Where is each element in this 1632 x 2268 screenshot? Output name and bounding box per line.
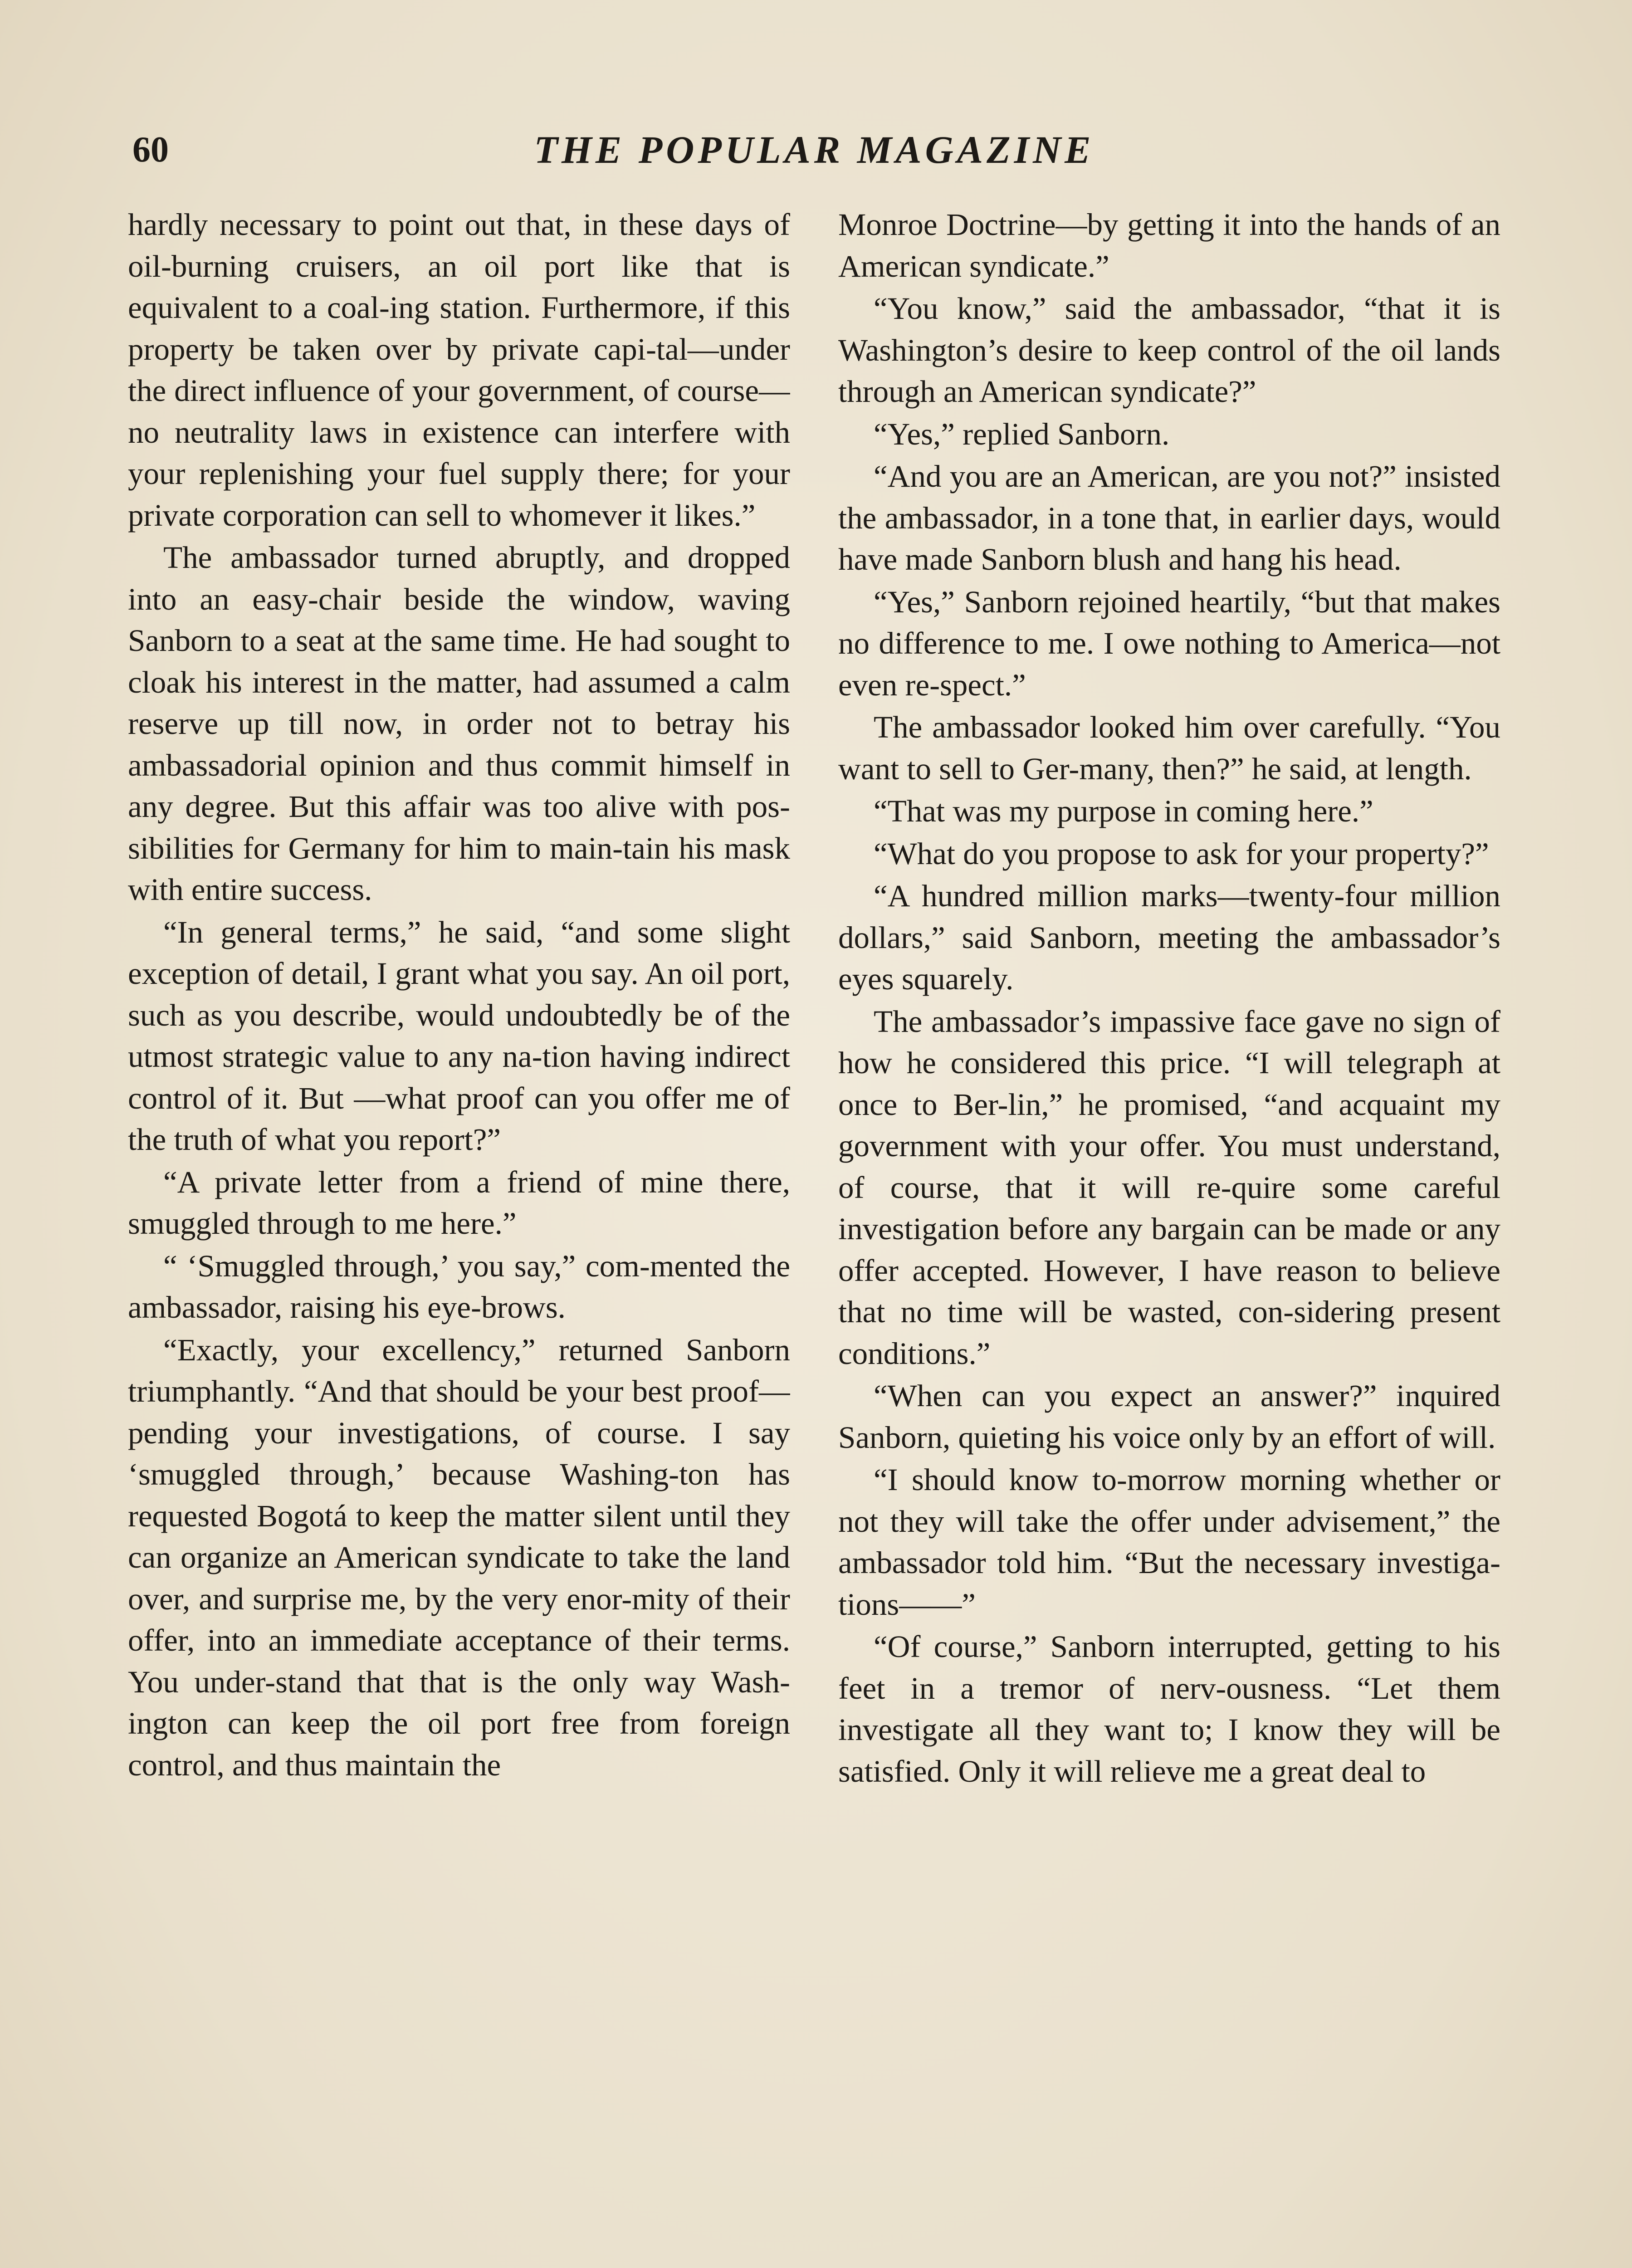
paragraph: “I should know to-morrow morning whether or not they will take the offer under advisement,” the ambassador told him. “But the necessary investiga-tions——” — [838, 1462, 1500, 1622]
paragraph: The ambassador looked him over carefully. “You want to sell to Ger-many, then?” he said, at length. — [838, 710, 1500, 786]
paragraph: “ ‘Smuggled through,’ you say,” com-mented the ambassador, raising his eye-brows. — [128, 1248, 790, 1325]
magazine-title: THE POPULAR MAGAZINE — [534, 128, 1095, 171]
paragraph: “A private letter from a friend of mine there, smuggled through to me here.” — [128, 1164, 790, 1241]
paragraph: “And you are an American, are you not?” insisted the ambassador, in a tone that, in earlier days, would have made Sanborn blush and hang his head. — [838, 459, 1500, 577]
paragraph: “A hundred million marks—twenty-four million dollars,” said Sanborn, meeting the ambassador’s eyes squarely. — [838, 879, 1500, 996]
left-column — [128, 204, 790, 2268]
paragraph: Monroe Doctrine—by getting it into the hands of an American syndicate.” — [838, 207, 1500, 284]
paragraph: “Yes,” Sanborn rejoined heartily, “but that makes no difference to me. I owe nothing to America—not even re-spect.” — [838, 584, 1500, 702]
paragraph: The ambassador turned abruptly, and dropped into an easy-chair beside the window, waving Sanborn to a seat at the same time. He had sought to cloak his interest in the matter, had assumed a calm reserve up till now, in order not to betray his ambassadorial opinion and thus commit himself in any degree. But this affair was too alive with pos-sibilities for Germany for him to main-tain his mask with entire success. — [128, 540, 790, 907]
paragraph: “Yes,” replied Sanborn. — [874, 416, 1170, 451]
paragraph: “Of course,” Sanborn interrupted, getting to his feet in a tremor of nerv-ousness. “Let them investigate all they want to; I know they will be satisfied. Only it will relieve me a great deal to — [838, 1629, 1500, 1789]
page-header — [127, 122, 1501, 177]
paragraph: “You know,” said the ambassador, “that it is Washington’s desire to keep control of the oil lands through an American syndicate?” — [838, 291, 1500, 409]
paragraph: The ambassador’s impassive face gave no sign of how he considered this price. “I will telegraph at once to Ber-lin,” he promised, “and acquaint my government with your offer. You must understand, of course, that it will re-quire some careful investigation before any bargain can be made or any offer accepted. However, I have reason to believe that no time will be wasted, con-sidering present conditions.” — [838, 1004, 1500, 1371]
paragraph: “Exactly, your excellency,” returned Sanborn triumphantly. “And that should be your best proof—pending your investigations, of course. I say ‘smuggled through,’ because Washing-ton has requested Bogotá to keep the matter silent until they can organize an American syndicate to take the land over, and surprise me, by the very enor-mity of their offer, into an immediate acceptance of their terms. You under-stand that that is the only way Wash-ington can keep the oil port free from foreign control, and thus maintain the — [128, 1332, 790, 1782]
paragraph: “That was my purpose in coming here.” — [874, 794, 1373, 828]
paragraph: “What do you propose to ask for your property?” — [874, 836, 1489, 871]
paragraph: hardly necessary to point out that, in these days of oil-burning cruisers, an oil port like that is equivalent to a coal-ing station. Furthermore, if this property be taken over by private capi-tal—under the direct influence of your government, of course—no neutrality laws in existence can interfere with your replenishing your fuel supply there; for your private corporation can sell to whomever it likes.” — [128, 207, 790, 533]
paragraph: “In general terms,” he said, “and some slight exception of detail, I grant what you say. An oil port, such as you describe, would undoubtedly be of the utmost strategic value to any na-tion having indirect control of it. But —what proof can you offer me of the truth of what you report?” — [128, 914, 790, 1157]
page-number: 60 — [132, 130, 169, 170]
right-column — [838, 204, 1500, 2268]
paragraph: “When can you expect an answer?” inquired Sanborn, quieting his voice only by an effort of will. — [838, 1378, 1500, 1455]
